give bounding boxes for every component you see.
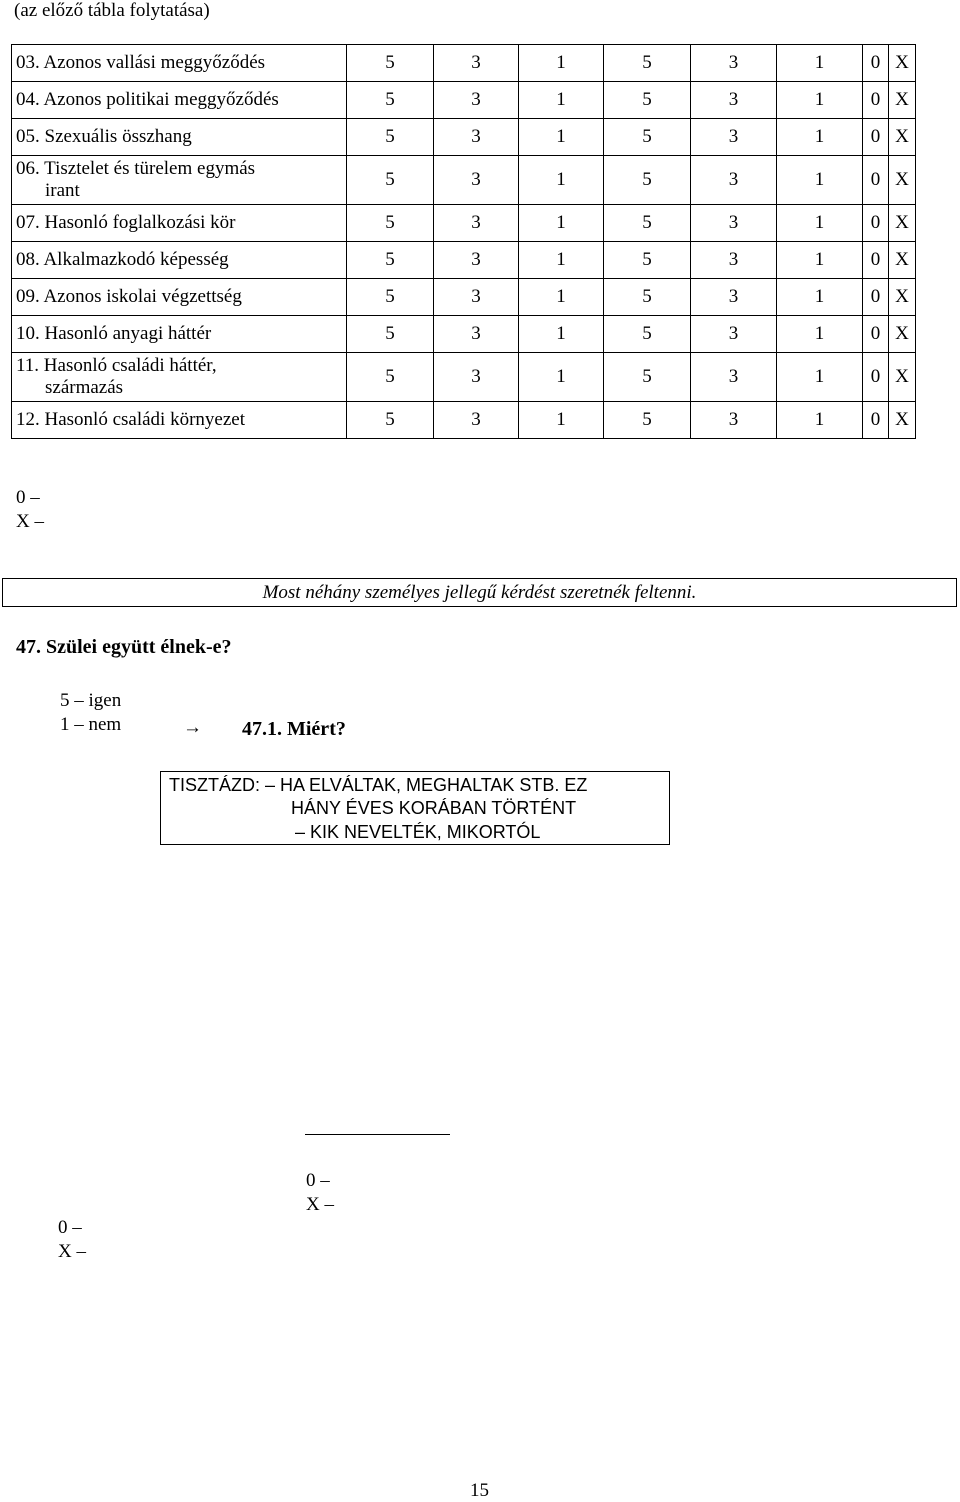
rating-cell[interactable]: 1 — [777, 205, 863, 242]
rating-cell[interactable]: 1 — [777, 242, 863, 279]
rating-cell[interactable]: 5 — [604, 119, 691, 156]
rating-cell[interactable]: 1 — [519, 205, 604, 242]
row-label-line-2: irant — [45, 180, 80, 201]
row-label — [12, 402, 347, 439]
rating-cell[interactable]: 5 — [347, 205, 434, 242]
rating-cell[interactable]: 3 — [434, 45, 519, 82]
table-row — [12, 353, 916, 402]
rating-cell[interactable]: 3 — [691, 119, 777, 156]
page-number: 15 — [470, 1480, 489, 1501]
rating-cell[interactable]: 1 — [519, 156, 604, 205]
rating-cell[interactable]: 3 — [434, 316, 519, 353]
row-label-line-1: 03. Azonos vallási meggyőződés — [16, 52, 266, 73]
table-row — [12, 45, 916, 82]
rating-cell[interactable]: 1 — [777, 279, 863, 316]
table-row — [12, 279, 916, 316]
rating-cell[interactable]: 3 — [691, 279, 777, 316]
row-label-line-1: 12. Hasonló családi környezet — [16, 409, 245, 430]
rating-cell[interactable]: 3 — [691, 205, 777, 242]
row-label-line-1: 05. Szexuális összhang — [16, 126, 192, 147]
rating-cell[interactable]: 1 — [519, 316, 604, 353]
legend-x: X – — [16, 511, 44, 532]
rating-cell[interactable]: 3 — [434, 205, 519, 242]
option-no: 1 – nem — [60, 714, 122, 735]
rating-cell[interactable]: 1 — [519, 353, 604, 402]
rating-cell[interactable]: 1 — [519, 279, 604, 316]
code-x-a: X – — [306, 1194, 334, 1215]
rating-cell[interactable]: 3 — [691, 316, 777, 353]
rating-cell[interactable]: 5 — [347, 156, 434, 205]
row-label — [12, 316, 347, 353]
question-title: 47. Szülei együtt élnek-e? — [16, 636, 232, 658]
rating-cell[interactable]: 3 — [434, 353, 519, 402]
rating-cell[interactable]: 1 — [777, 402, 863, 439]
rating-cell[interactable]: 5 — [604, 205, 691, 242]
row-label-line-1: 07. Hasonló foglalkozási kör — [16, 212, 236, 233]
table-row — [12, 402, 916, 439]
row-label-line-1: 09. Azonos iskolai végzettség — [16, 286, 242, 307]
rating-cell[interactable]: 1 — [519, 45, 604, 82]
rating-cell[interactable]: 1 — [519, 242, 604, 279]
table-row — [12, 156, 916, 205]
code-x-b: X – — [58, 1241, 86, 1262]
rating-cell[interactable]: 5 — [347, 353, 434, 402]
rating-cell[interactable]: 0 — [863, 242, 889, 279]
rating-cell[interactable]: 5 — [347, 402, 434, 439]
rating-cell[interactable]: X — [889, 82, 916, 119]
rating-cell[interactable]: 3 — [434, 119, 519, 156]
rating-cell[interactable]: X — [889, 353, 916, 402]
rating-cell[interactable]: X — [889, 402, 916, 439]
rating-cell[interactable]: 0 — [863, 279, 889, 316]
row-label — [12, 156, 347, 205]
rating-cell[interactable]: 5 — [347, 316, 434, 353]
rating-cell[interactable]: 5 — [347, 45, 434, 82]
table-row — [12, 119, 916, 156]
rating-cell[interactable]: 3 — [434, 279, 519, 316]
row-label-line-1: 11. Hasonló családi háttér, — [16, 355, 217, 376]
rating-cell[interactable]: 5 — [604, 353, 691, 402]
row-label — [12, 279, 347, 316]
row-label — [12, 205, 347, 242]
row-label — [12, 45, 347, 82]
rating-cell[interactable]: 1 — [777, 119, 863, 156]
answer-blank-line — [305, 1134, 450, 1135]
clarify-line-2: HÁNY ÉVES KORÁBAN TÖRTÉNT — [291, 798, 577, 818]
rating-cell[interactable]: 3 — [434, 156, 519, 205]
clarify-box — [160, 771, 670, 845]
row-label-line-1: 10. Hasonló anyagi háttér — [16, 323, 212, 344]
rating-cell[interactable]: X — [889, 316, 916, 353]
rating-cell[interactable]: 0 — [863, 205, 889, 242]
rating-cell[interactable]: 3 — [691, 82, 777, 119]
rating-cell[interactable]: 1 — [519, 402, 604, 439]
rating-cell[interactable]: X — [889, 205, 916, 242]
rating-cell[interactable]: 0 — [863, 402, 889, 439]
rating-cell[interactable]: 5 — [604, 316, 691, 353]
ratings-table — [11, 44, 916, 439]
rating-cell[interactable]: 0 — [863, 156, 889, 205]
rating-cell[interactable]: 5 — [347, 82, 434, 119]
rating-cell[interactable]: 3 — [434, 402, 519, 439]
rating-cell[interactable]: 0 — [863, 82, 889, 119]
rating-cell[interactable]: 3 — [691, 242, 777, 279]
rating-cell[interactable]: 0 — [863, 119, 889, 156]
row-label-line-1: 06. Tisztelet és türelem egymás — [16, 158, 256, 179]
rating-cell[interactable]: X — [889, 156, 916, 205]
rating-cell[interactable]: 5 — [604, 242, 691, 279]
rating-cell[interactable]: 1 — [777, 316, 863, 353]
rating-cell[interactable]: X — [889, 279, 916, 316]
rating-cell[interactable]: 3 — [691, 353, 777, 402]
rating-cell[interactable]: X — [889, 242, 916, 279]
rating-cell[interactable]: 5 — [604, 82, 691, 119]
clarify-line-1: TISZTÁZD: – HA ELVÁLTAK, MEGHALTAK STB. EZ — [169, 775, 588, 795]
rating-cell[interactable]: 3 — [434, 242, 519, 279]
table-row — [12, 242, 916, 279]
rating-cell[interactable]: 0 — [863, 353, 889, 402]
row-label-line-1: 08. Alkalmazkodó képesség — [16, 249, 229, 270]
rating-cell[interactable]: X — [889, 119, 916, 156]
rating-cell[interactable]: 3 — [691, 45, 777, 82]
rating-cell[interactable]: 1 — [519, 82, 604, 119]
rating-cell[interactable]: 3 — [434, 82, 519, 119]
clarify-line-3: – KIK NEVELTÉK, MIKORTÓL — [295, 822, 541, 842]
row-label-line-2: származás — [45, 377, 124, 398]
rating-cell[interactable]: 1 — [777, 45, 863, 82]
rating-cell[interactable]: 5 — [347, 119, 434, 156]
table-row — [12, 82, 916, 119]
row-label — [12, 353, 347, 402]
rating-cell[interactable]: 3 — [691, 156, 777, 205]
table-row — [12, 316, 916, 353]
rating-cell[interactable]: 1 — [777, 353, 863, 402]
rating-cell[interactable]: 1 — [777, 82, 863, 119]
intro-box — [2, 578, 957, 607]
rating-cell[interactable]: 5 — [347, 279, 434, 316]
rating-cell[interactable]: 1 — [519, 119, 604, 156]
continuation-note: (az előző tábla folytatása) — [14, 0, 210, 21]
arrow-icon: → — [183, 717, 202, 738]
option-yes: 5 – igen — [60, 690, 122, 711]
rating-cell[interactable]: 5 — [604, 402, 691, 439]
row-label — [12, 82, 347, 119]
rating-cell[interactable]: 3 — [691, 402, 777, 439]
rating-cell[interactable]: 1 — [777, 156, 863, 205]
rating-cell[interactable]: 5 — [604, 279, 691, 316]
code-zero-a: 0 – — [306, 1170, 330, 1191]
code-zero-b: 0 – — [58, 1217, 82, 1238]
row-label — [12, 242, 347, 279]
rating-cell[interactable]: 0 — [863, 316, 889, 353]
rating-cell[interactable]: 0 — [863, 45, 889, 82]
rating-cell[interactable]: 5 — [347, 242, 434, 279]
followup-question: 47.1. Miért? — [242, 718, 346, 740]
rating-cell[interactable]: 5 — [604, 156, 691, 205]
row-label-line-1: 04. Azonos politikai meggyőződés — [16, 89, 279, 110]
intro-text: Most néhány személyes jellegű kérdést szeretnék feltenni. — [262, 582, 697, 603]
row-label — [12, 119, 347, 156]
legend-zero: 0 – — [16, 487, 40, 508]
table-row — [12, 205, 916, 242]
rating-cell[interactable]: 5 — [604, 45, 691, 82]
rating-cell[interactable]: X — [889, 45, 916, 82]
